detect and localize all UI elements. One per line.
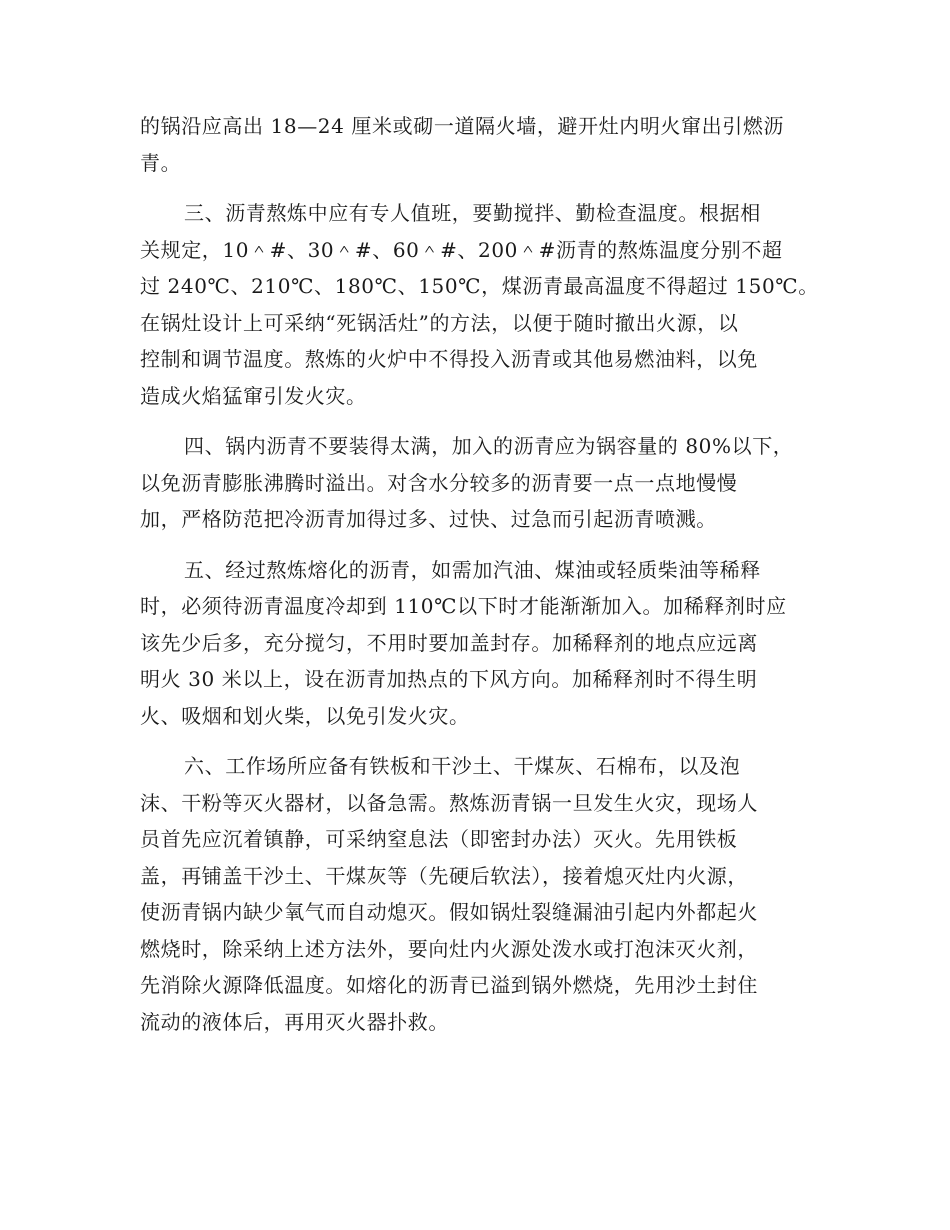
paragraph-continuation: [140, 108, 812, 181]
text-line: 使沥青锅内缺少氧气而自动熄灭。假如锅灶裂缝漏油引起内外都起火: [140, 900, 758, 924]
text-line: 员首先应沉着镇静，可采纳窒息法（即密封办法）灭火。先用铁板: [140, 827, 738, 851]
text-line: 关规定，10＾#、30＾#、60＾#、200＾#沥青的熬炼温度分别不超: [140, 237, 783, 262]
text-line: 六、工作场所应备有铁板和干沙土、干煤灰、石棉布，以及泡: [184, 754, 741, 778]
text-line: 三、沥青熬炼中应有专人值班，要勤搅拌、勤检查温度。根据相: [184, 201, 761, 225]
text-line: 火、吸烟和划火柴，以免引发火灾。: [140, 703, 470, 728]
text-line: 燃烧时，除采纳上述方法外，要向灶内火源处泼水或打泡沫灭火剂，: [140, 936, 758, 961]
paragraph-item-5: [140, 552, 812, 735]
text-line: 以免沥青膨胀沸腾时溢出。对含水分较多的沥青要一点一点地慢慢: [140, 470, 738, 495]
paragraph-item-3: [140, 195, 819, 414]
paragraph-item-4: [140, 428, 812, 538]
text-line: 的锅沿应高出 18—24 厘米或砌一道隔火墙，避开灶内明火窜出引燃沥: [140, 114, 785, 138]
text-line: 沫、干粉等灭火器材，以备急需。熬炼沥青锅一旦发生火灾，现场人: [140, 790, 758, 815]
document-body: [140, 108, 819, 1054]
text-line: 过 240℃、210℃、180℃、150℃，煤沥青最高温度不得超过 150℃。: [140, 274, 819, 298]
text-line: 盖，再铺盖干沙土、干煤灰等（先硬后软法），接着熄灭灶内火源，: [140, 863, 748, 888]
text-line: 青。: [140, 150, 182, 175]
text-line: 四、锅内沥青不要装得太满，加入的沥青应为锅容量的 80%以下，: [184, 434, 794, 458]
text-line: 先消除火源降低温度。如熔化的沥青已溢到锅外燃烧，先用沙土封住: [140, 973, 758, 997]
text-line: 流动的液体后，再用灭火器扑救。: [140, 1009, 449, 1034]
paragraph-item-6: [140, 748, 812, 1040]
text-line: 在锅灶设计上可采纳“死锅活灶”的方法，以便于随时撤出火源，以: [140, 310, 739, 335]
text-line: 时，必须待沥青温度冷却到 110℃以下时才能渐渐加入。加稀释剂时应: [140, 594, 787, 618]
text-line: 明火 30 米以上，设在沥青加热点的下风方向。加稀释剂时不得生明: [140, 667, 758, 691]
text-line: 造成火焰猛窜引发火灾。: [140, 383, 367, 408]
text-line: 该先少后多，充分搅匀，不用时要加盖封存。加稀释剂的地点应远离: [140, 630, 758, 655]
text-line: 五、经过熬炼熔化的沥青，如需加汽油、煤油或轻质柴油等稀释: [184, 557, 761, 582]
text-line: 控制和调节温度。熬炼的火炉中不得投入沥青或其他易燃油料，以免: [140, 347, 758, 371]
text-line: 加，严格防范把冷沥青加得过多、过快、过急而引起沥青喷溅。: [140, 507, 717, 531]
